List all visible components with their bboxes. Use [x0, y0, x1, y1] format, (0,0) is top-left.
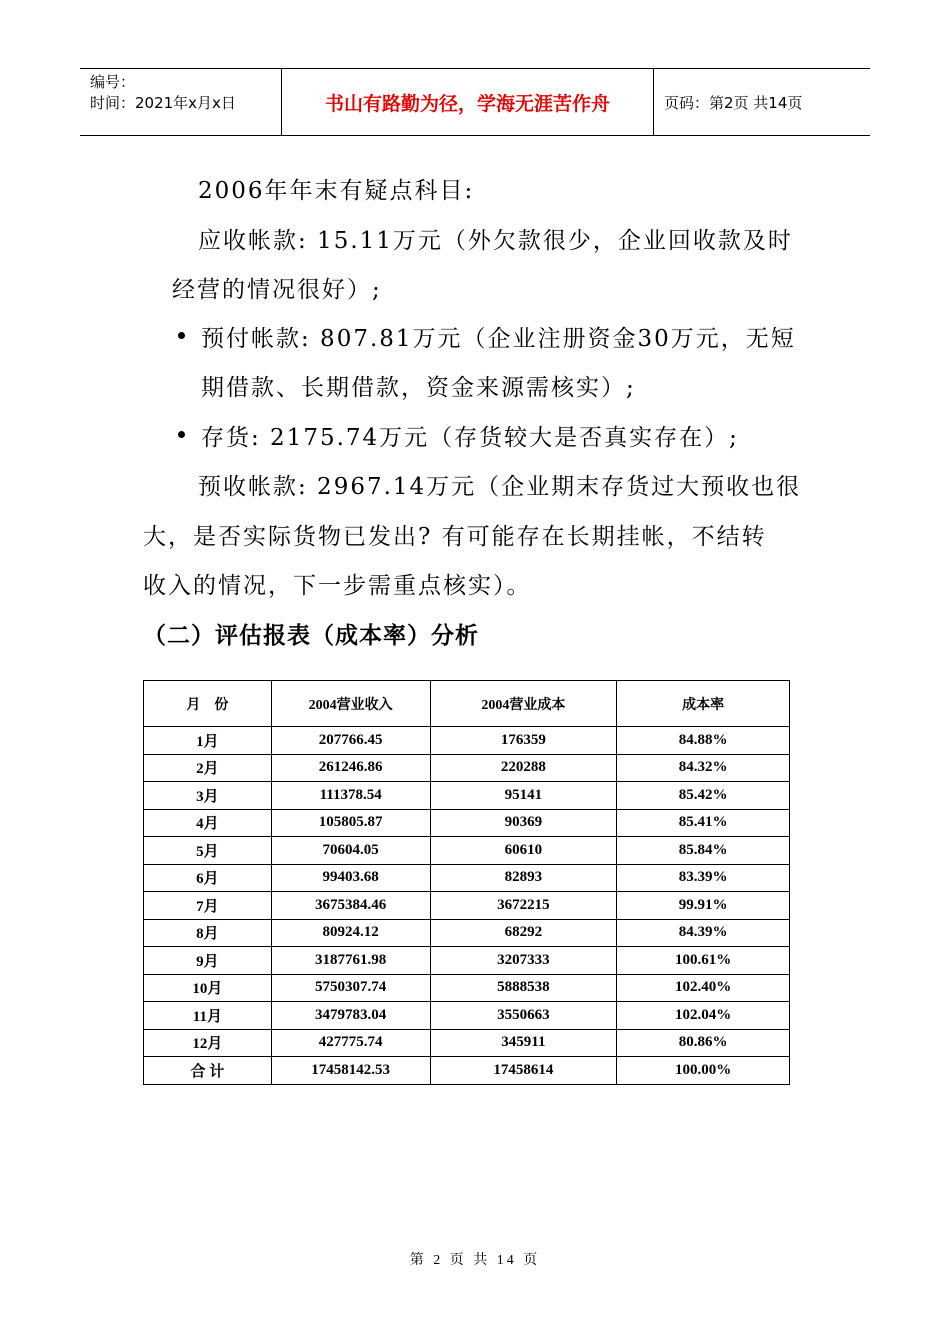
table-row: [144, 864, 790, 892]
cost-cell: 60610: [430, 837, 617, 865]
month-cell: 11月: [144, 1002, 272, 1030]
revenue-cell: 427775.74: [271, 1029, 430, 1057]
month-cell: 5月: [144, 837, 272, 865]
doc-number-label: 编号：: [90, 73, 136, 91]
revenue-cell: 207766.45: [271, 727, 430, 755]
revenue-cell: 111378.54: [271, 782, 430, 810]
revenue-cell: 3675384.46: [271, 892, 430, 920]
table-row: [144, 1002, 790, 1030]
paragraph-advances-line1: 预收帐款: 2967.14万元（企业期末存货过大预收也很: [198, 474, 802, 500]
cost-rate-cell: 84.32%: [617, 754, 790, 782]
paragraph-receivables-line1: 应收帐款: 15.11万元（外欠款很少，企业回收款及时: [198, 228, 793, 254]
cost-rate-cell: 102.40%: [617, 974, 790, 1002]
doc-time-label: 时间：2021年x月x日: [90, 94, 236, 112]
cost-cell: 345911: [430, 1029, 617, 1057]
month-cell: 3月: [144, 782, 272, 810]
header-motto: 书山有路勤为径，学海无涯苦作舟: [282, 69, 654, 135]
paragraph-prepayments-line1: 预付帐款: 807.81万元（企业注册资金30万元，无短: [201, 326, 796, 352]
revenue-cell: 17458142.53: [271, 1057, 430, 1085]
revenue-cell: 261246.86: [271, 754, 430, 782]
month-cell: 1月: [144, 727, 272, 755]
header-page-info: 页码：第2页 共14页: [664, 93, 803, 112]
cost-rate-cell: 102.04%: [617, 1002, 790, 1030]
cost-rate-cell: 84.88%: [617, 727, 790, 755]
table-row: [144, 1057, 790, 1085]
cost-rate-cell: 85.84%: [617, 837, 790, 865]
cost-cell: 5888538: [430, 974, 617, 1002]
table-row: [144, 1029, 790, 1057]
header-meta: [80, 69, 282, 135]
cost-rate-cell: 100.61%: [617, 947, 790, 975]
table-row: [144, 782, 790, 810]
col-header-month: 月 份: [144, 681, 272, 727]
paragraph-receivables-line2: 经营的情况很好）;: [172, 277, 382, 303]
cost-rate-cell: 80.86%: [617, 1029, 790, 1057]
cost-cell: 90369: [430, 809, 617, 837]
col-header-cost-rate: 成本率: [617, 681, 790, 727]
table-header-row: [144, 681, 790, 727]
cost-cell: 68292: [430, 919, 617, 947]
revenue-cell: 80924.12: [271, 919, 430, 947]
table-row: [144, 809, 790, 837]
cost-cell: 3207333: [430, 947, 617, 975]
month-cell: 8月: [144, 919, 272, 947]
revenue-cell: 3187761.98: [271, 947, 430, 975]
month-cell: 12月: [144, 1029, 272, 1057]
cost-rate-cell: 99.91%: [617, 892, 790, 920]
page-footer: 第 2 页 共 14 页: [409, 1253, 541, 1268]
table-row: [144, 947, 790, 975]
section-title: （二）评估报表（成本率）分析: [143, 623, 479, 649]
revenue-cell: 3479783.04: [271, 1002, 430, 1030]
revenue-cell: 70604.05: [271, 837, 430, 865]
cost-cell: 82893: [430, 864, 617, 892]
col-header-revenue: 2004营业收入: [271, 681, 430, 727]
month-cell: 4月: [144, 809, 272, 837]
month-cell: 2月: [144, 754, 272, 782]
table-row: [144, 919, 790, 947]
col-header-cost: 2004营业成本: [430, 681, 617, 727]
paragraph-suspicious-items: 2006年年末有疑点科目:: [198, 178, 475, 204]
paragraph-advances-line2: 大，是否实际货物已发出? 有可能存在长期挂帐，不结转: [143, 524, 767, 550]
cost-cell: 3672215: [430, 892, 617, 920]
cost-rate-cell: 85.42%: [617, 782, 790, 810]
cost-cell: 3550663: [430, 1002, 617, 1030]
month-cell: 6月: [144, 864, 272, 892]
cost-cell: 95141: [430, 782, 617, 810]
table-row: [144, 754, 790, 782]
cost-rate-table: [143, 680, 790, 1085]
cost-cell: 220288: [430, 754, 617, 782]
revenue-cell: 99403.68: [271, 864, 430, 892]
revenue-cell: 105805.87: [271, 809, 430, 837]
month-cell: 7月: [144, 892, 272, 920]
cost-rate-cell: 85.41%: [617, 809, 790, 837]
bullet-inventory: [178, 431, 185, 438]
table-row: [144, 837, 790, 865]
cost-rate-cell: 100.00%: [617, 1057, 790, 1085]
cost-cell: 176359: [430, 727, 617, 755]
cost-rate-cell: 83.39%: [617, 864, 790, 892]
paragraph-inventory: 存货: 2175.74万元（存货较大是否真实存在）;: [201, 425, 739, 451]
table-row: [144, 727, 790, 755]
month-cell: 10月: [144, 974, 272, 1002]
page-header: [80, 68, 870, 136]
cost-rate-cell: 84.39%: [617, 919, 790, 947]
paragraph-prepayments-line2: 期借款、长期借款，资金来源需核实）;: [201, 375, 636, 401]
month-cell: 9月: [144, 947, 272, 975]
revenue-cell: 5750307.74: [271, 974, 430, 1002]
cost-cell: 17458614: [430, 1057, 617, 1085]
table-row: [144, 892, 790, 920]
month-cell: 合 计: [144, 1057, 272, 1085]
table-row: [144, 974, 790, 1002]
paragraph-advances-line3: 收入的情况，下一步需重点核实）。: [143, 573, 532, 599]
bullet-prepayments: [178, 332, 185, 339]
